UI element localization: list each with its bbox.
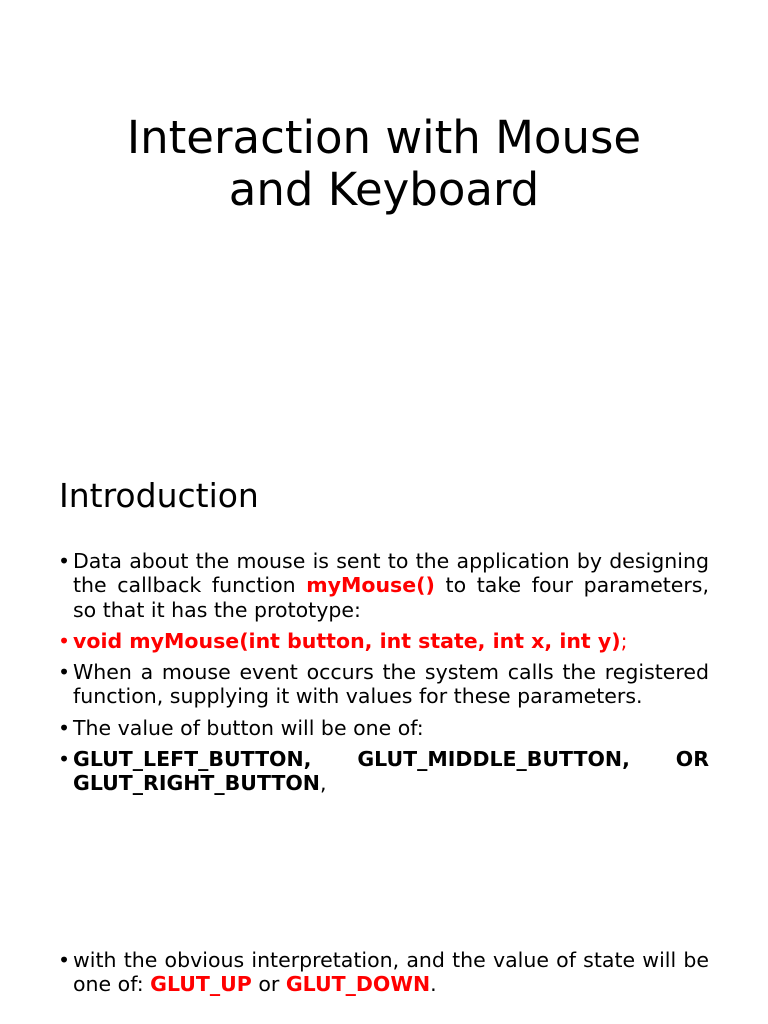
slide-title-line-2: and Keyboard [228,163,540,216]
prototype-code: void myMouse(int button, int state, int x, int y) [73,628,621,653]
bullet-item [58,549,709,622]
bullet-dot: • [58,747,71,772]
bullet-text: with the obvious interpretation, and the value of state will be one of: [73,947,709,996]
slide-title [40,112,728,216]
bullet-dot: • [58,715,71,740]
bullet-dot: • [58,947,71,972]
bullet-trailing: . [430,971,437,996]
bullet-dot: • [58,660,71,685]
bullet-item [58,660,709,709]
bullet-item [58,629,709,653]
bullet-text: The value of button will be one of: [73,715,424,740]
bullet-text: Data about the mouse is sent to the application by designing the callback function [73,549,709,598]
bullet-dot: • [58,549,71,573]
bullet-text: to take four parameters, so that it has the prototype: [73,573,709,622]
function-name-highlight: myMouse() [306,573,435,598]
prototype-semicolon: ; [620,628,628,653]
glut-up-highlight: GLUT_UP [150,971,252,996]
glut-down-highlight: GLUT_DOWN [285,971,431,996]
bullet-trailing: , [319,771,327,796]
bullet-item [58,948,709,997]
section-heading: Introduction [59,476,259,515]
bullet-item [58,716,709,740]
bullet-item [58,747,709,796]
bullet-dot: • [58,628,71,653]
button-constants: GLUT_LEFT_BUTTON, GLUT_MIDDLE_BUTTON, OR GLUT_RIGHT_BUTTON [73,747,709,796]
slide-title-line-1: Interaction with Mouse [126,111,642,164]
bullet-list [58,549,709,1003]
bullet-text: or [251,971,286,996]
bullet-text: When a mouse event occurs the system calls the registered function, supplying it with values for these parameters. [73,660,709,709]
